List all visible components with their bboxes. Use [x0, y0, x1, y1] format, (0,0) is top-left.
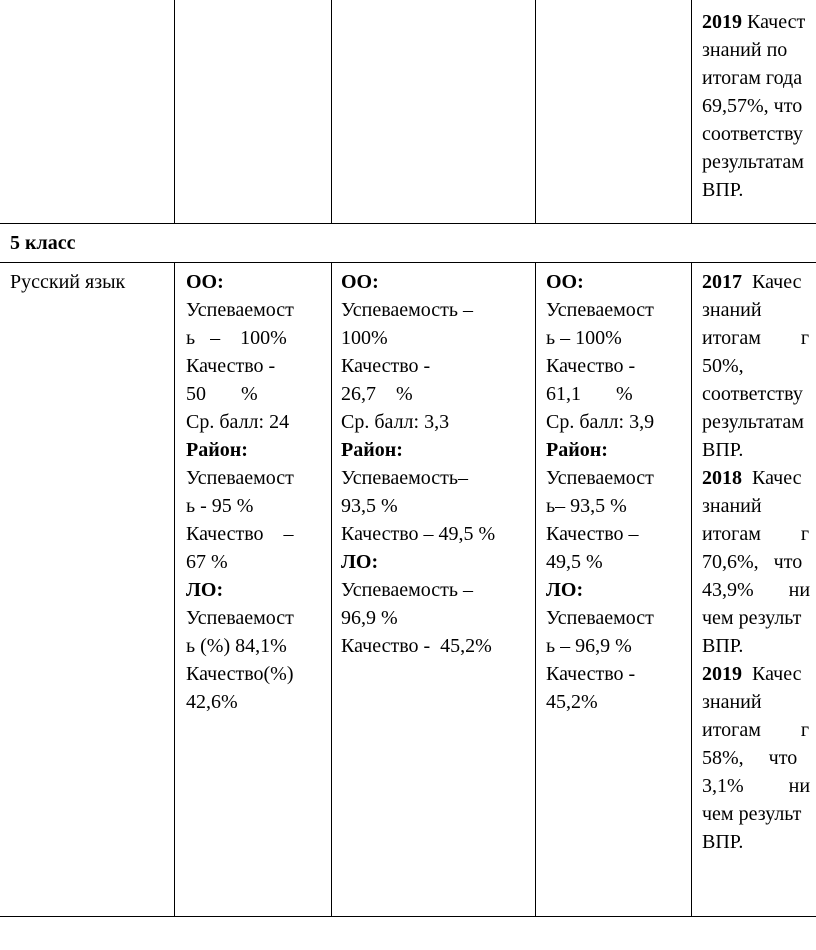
text-line [546, 436, 676, 464]
text-line [186, 324, 314, 352]
table-rule-v2-top [331, 0, 332, 224]
text-line [341, 436, 525, 464]
text-line [186, 576, 314, 604]
text-line [546, 520, 676, 548]
line-text: 61,1 % [546, 383, 633, 405]
line-text: ь – 100% [186, 327, 287, 349]
line-text: ВПР. [702, 179, 744, 201]
table-rule-section-bottom [0, 262, 816, 263]
text-line [702, 800, 810, 828]
line-text: ь – 96,9 % [546, 635, 632, 657]
bold-label: 2018 [702, 467, 742, 489]
text-line [702, 436, 810, 464]
text-line [341, 492, 525, 520]
table-rule-v2 [331, 262, 332, 917]
text-line [702, 716, 810, 744]
line-text: 45,2% [546, 691, 598, 713]
line-text: Качество - [341, 355, 431, 377]
line-text: Успеваемость – [341, 579, 474, 601]
text-line [546, 464, 676, 492]
text-line [341, 520, 525, 548]
line-text: 50%, [702, 355, 744, 377]
text-line [702, 268, 810, 296]
text-line [186, 548, 314, 576]
table-rule-v4-top [691, 0, 692, 224]
line-text: 50 % [186, 383, 258, 405]
table-rule-v4 [691, 262, 692, 917]
table-rule-v3-top [535, 0, 536, 224]
line-text: итогам года [702, 67, 803, 89]
bold-label: Район: [186, 439, 248, 461]
text-line [186, 632, 314, 660]
school-results-cell [186, 268, 314, 716]
table-rule-v1 [174, 262, 175, 917]
bold-label: ОО: [186, 271, 224, 293]
quality-comparison-cell [702, 268, 810, 856]
line-text: Успеваемост [186, 467, 294, 489]
bold-label: ЛО: [546, 579, 584, 601]
text-line [702, 296, 810, 324]
text-line [186, 352, 314, 380]
text-line [546, 660, 676, 688]
line-text: Качество – 49,5 % [341, 523, 496, 545]
line-text: Ср. балл: 24 [186, 411, 290, 433]
line-text: Ср. балл: 3,9 [546, 411, 655, 433]
text-line [702, 8, 805, 36]
bold-label: 2017 [702, 271, 742, 293]
subject-cell: Русский язык [10, 271, 126, 293]
line-text: Качес [742, 467, 802, 489]
text-line [702, 36, 805, 64]
line-text: Качес [742, 663, 802, 685]
text-line [702, 548, 810, 576]
line-text: Качество - [546, 663, 636, 685]
bold-label: ЛО: [186, 579, 224, 601]
line-text: Успеваемость – [341, 299, 474, 321]
text-line [341, 604, 525, 632]
text-line [546, 492, 676, 520]
text-line [341, 352, 525, 380]
text-line [702, 828, 810, 856]
table-rule-v1-top [174, 0, 175, 224]
bold-label: ЛО: [341, 551, 379, 573]
text-line [702, 120, 805, 148]
line-text: знаний [702, 299, 762, 321]
line-text: Успеваемост [546, 299, 654, 321]
text-line [702, 176, 805, 204]
text-line [702, 464, 810, 492]
line-text: Качество - [186, 355, 276, 377]
line-text: Качество - [546, 355, 636, 377]
text-line [702, 408, 810, 436]
text-line [341, 576, 525, 604]
line-text: знаний [702, 495, 762, 517]
text-line [546, 632, 676, 660]
text-line [546, 576, 676, 604]
line-text: Качество – [186, 523, 294, 545]
line-text: 26,7 % [341, 383, 413, 405]
line-text: 93,5 % [341, 495, 398, 517]
line-text: ВПР. [702, 635, 744, 657]
bold-label: Район: [546, 439, 608, 461]
text-line [186, 604, 314, 632]
text-line [186, 436, 314, 464]
line-text: Ср. балл: 3,3 [341, 411, 450, 433]
line-text: соответству [702, 383, 803, 405]
table-rule-top-row-bottom [0, 223, 816, 224]
line-text: соответству [702, 123, 803, 145]
table-rule-bottom [0, 916, 816, 917]
text-line [546, 380, 676, 408]
line-text: Качес [742, 271, 802, 293]
text-line [186, 660, 314, 688]
text-line [702, 352, 810, 380]
text-line [702, 324, 810, 352]
text-line [341, 380, 525, 408]
text-line [341, 548, 525, 576]
text-line [546, 352, 676, 380]
line-text: ВПР. [702, 439, 744, 461]
line-text: 49,5 % [546, 551, 603, 573]
text-line [546, 688, 676, 716]
bold-label: ОО: [341, 271, 379, 293]
line-text: результатам [702, 151, 804, 173]
text-line [702, 632, 810, 660]
table-rule-v3 [535, 262, 536, 917]
section-title: 5 класс [10, 232, 76, 254]
top-row-quality-cell [702, 8, 805, 204]
line-text: результатам [702, 411, 804, 433]
text-line [186, 520, 314, 548]
line-text: Успеваемост [546, 467, 654, 489]
text-line [546, 548, 676, 576]
text-line [186, 688, 314, 716]
line-text: Успеваемост [546, 607, 654, 629]
line-text: 96,9 % [341, 607, 398, 629]
text-line [702, 492, 810, 520]
line-text: 67 % [186, 551, 228, 573]
text-line [702, 744, 810, 772]
line-text: знаний по [702, 39, 788, 61]
text-line [546, 324, 676, 352]
text-line [702, 660, 810, 688]
line-text: 3,1% ни [702, 775, 811, 797]
line-text: 70,6%, что [702, 551, 803, 573]
text-line [702, 772, 810, 800]
text-line [702, 148, 805, 176]
text-line [341, 268, 525, 296]
bold-label: 2019 [702, 663, 742, 685]
text-line [186, 380, 314, 408]
line-text: Успеваемост [186, 299, 294, 321]
line-text: 58%, что [702, 747, 798, 769]
text-line [341, 464, 525, 492]
line-text: Успеваемость– [341, 467, 469, 489]
line-text: ь – 100% [546, 327, 622, 349]
text-line [186, 464, 314, 492]
line-text: ь (%) 84,1% [186, 635, 287, 657]
line-text: Качество(%) [186, 663, 294, 685]
text-line [702, 688, 810, 716]
text-line [546, 296, 676, 324]
line-text: чем результ [702, 607, 802, 629]
line-text: итогам г [702, 327, 810, 349]
line-text: Качество – [546, 523, 639, 545]
line-text: ь - 95 % [186, 495, 254, 517]
text-line [702, 92, 805, 120]
text-line [702, 576, 810, 604]
bold-label: ОО: [546, 271, 584, 293]
line-text: Успеваемост [186, 607, 294, 629]
text-line [341, 324, 525, 352]
line-text: Качест [742, 11, 806, 33]
line-text: 100% [341, 327, 388, 349]
line-text: 43,9% ни [702, 579, 811, 601]
bold-label: Район: [341, 439, 403, 461]
line-text: ь– 93,5 % [546, 495, 627, 517]
text-line [341, 296, 525, 324]
text-line [546, 408, 676, 436]
text-line [341, 408, 525, 436]
line-text: итогам г [702, 719, 810, 741]
school-results-cell-2 [341, 268, 525, 660]
text-line [546, 268, 676, 296]
bold-label: 2019 [702, 11, 742, 33]
text-line [702, 604, 810, 632]
line-text: 42,6% [186, 691, 238, 713]
text-line [186, 268, 314, 296]
line-text: знаний [702, 691, 762, 713]
school-results-cell-3 [546, 268, 676, 716]
line-text: чем результ [702, 803, 802, 825]
text-line [702, 520, 810, 548]
line-text: итогам г [702, 523, 810, 545]
text-line [546, 604, 676, 632]
line-text: 69,57%, что [702, 95, 803, 117]
text-line [702, 64, 805, 92]
text-line [702, 380, 810, 408]
line-text: Качество - 45,2% [341, 635, 492, 657]
text-line [186, 492, 314, 520]
text-line [341, 632, 525, 660]
text-line [186, 408, 314, 436]
line-text: ВПР. [702, 831, 744, 853]
text-line [186, 296, 314, 324]
